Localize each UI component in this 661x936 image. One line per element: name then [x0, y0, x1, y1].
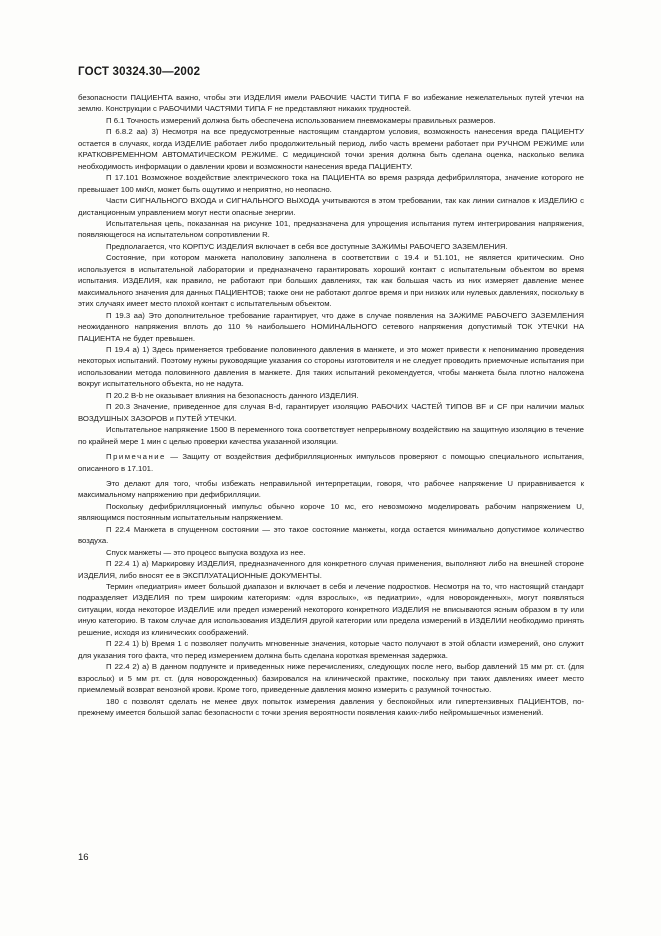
page-number: 16 [78, 852, 89, 863]
paragraph: Поскольку дефибрилляционный импульс обычно короче 10 мс, его невозможно моделировать рабочим напряжением U, являющимся постоянным испытательным напряжением. [78, 501, 584, 523]
paragraph: Части СИГНАЛЬНОГО ВХОДА и СИГНАЛЬНОГО ВЫХОДА учитываются в этом требовании, так как линии сигналов к ИЗДЕЛИЮ с дистанционным управлением могут нести опасные энергии. [78, 196, 584, 217]
paragraph: П 22.4 Манжета в спущенном состоянии — это такое состояние манжеты, когда остается минимально допустимое количество воздуха. [78, 524, 584, 546]
document-header: ГОСТ 30324.30—2002 [78, 66, 201, 78]
paragraph: Испытательная цепь, показанная на рисунке 101, предназначена для упрощения испытания путем интегрирования напряжения, появляющегося на испытательном сопротивлении R. [78, 218, 584, 240]
paragraph: П 22.4 1) а) Маркировку ИЗДЕЛИЯ, предназначенного для конкретного случая применения, выполняют либо на внешней стороне ИЗДЕЛИЯ, либо вносят ее в ЭКСПЛУАТАЦИОННЫЕ ДОКУМЕНТЫ. [78, 559, 584, 580]
paragraph: П 19.4 а) 1) Здесь применяется требование половинного давления в манжете, и это может привести к непониманию проведения некоторых испытаний. Поэтому нужны руководящие указания со стороны изготовителя и не следует проводить приемочные испытания при использовании метода половинного давления в манжете. Для таких испытаний рекомендуется, чтобы манжета была плотно наложена вокруг испытательного объекта, но не надута. [78, 344, 584, 389]
paragraph: Это делают для того, чтобы избежать неправильной интерпретации, говоря, что рабочее напряжение U приравнивается к максимальному напряжению при дефибрилляции. [78, 478, 584, 500]
paragraph: П 19.3 аа) Это дополнительное требование гарантирует, что даже в случае появления на ЗАЖИМЕ РАБОЧЕГО ЗАЗЕМЛЕНИЯ неожиданного напряжения вплоть до 110 % наибольшего НОМИНАЛЬНОГО сетевого напряжения допустимый ТОК УТЕЧКИ НА ПАЦИЕНТА не будет превышен. [78, 310, 584, 343]
paragraph: Испытательное напряжение 1500 В переменного тока соответствует непрерывному воздействию на защитную изоляцию в течение по крайней мере 1 мин с целью проверки качества указанной изоляции. [78, 425, 584, 446]
paragraph: П 20.2 В-b не оказывает влияния на безопасность данного ИЗДЕЛИЯ. [106, 390, 359, 400]
paragraph: Спуск манжеты — это процесс выпуска воздуха из нее. [106, 547, 306, 557]
paragraph: Термин «педиатрия» имеет большой диапазон и включает в себя и лечение подростков. Несмотря на то, что настоящий стандарт подразделяет ИЗДЕЛИЯ по трем широким категориям: «для взрослых», «в педиатрии», «для новорожденных», могут появляться ситуации, когда некоторое ИЗДЕЛИЕ или предел измерений некоторого конкретного ИЗДЕЛИЯ не вписываются ясным образом в ту или иную категорию. В таком случае для использования ИЗДЕЛИЯ другой категории или предела измерений в ИЗДЕЛИИ необходимо принять решение, исходя из клинических соображений. [78, 582, 584, 637]
paragraph: П 22.4 1) b) Время 1 с позволяет получить мгновенные значения, которые часто получают в этой области измерений, оно служит для указания того факта, что перед измерением должна быть сделана короткая временная задержка. [78, 639, 584, 660]
paragraph: Предполагается, что КОРПУС ИЗДЕЛИЯ включает в себя все доступные ЗАЖИМЫ РАБОЧЕГО ЗАЗЕМЛЕНИЯ. [106, 241, 508, 251]
paragraph: Состояние, при котором манжета наполовину заполнена в соответствии с 19.4 и 51.101, не является критическим. Оно используется в испытательной лаборатории и предназначено гарантировать хороший контакт с испытательным объектом во время испытания. ИЗДЕЛИЯ, как правило, не работают при больших давлениях, так как большая часть из них измеряет давление менее максимального значения для данных ПАЦИЕНТОВ; также они не работают долгое время и при низких или нулевых давлениях, поскольку в этих случаях имеет место плохой контакт с испытательным объектом. [78, 253, 584, 309]
paragraph: П 6.1 Точность измерений должна быть обеспечена использованием пневмокамеры правильных размеров. [106, 115, 496, 125]
note-label: Примечание [106, 452, 166, 462]
note-text: — Защиту от воздействия дефибрилляционных импульсов проверяют с помощью специального испытания, описанного в 17.101. [78, 452, 584, 473]
paragraph: П 20.3 Значение, приведенное для случая В-d, гарантирует изоляцию РАБОЧИХ ЧАСТЕЙ ТИПОВ BF и CF при наличии малых ВОЗДУШНЫХ ЗАЗОРОВ и ПУТЕЙ УТЕЧКИ. [78, 402, 584, 423]
note-paragraph [78, 451, 584, 474]
paragraph: П 22.4 2) а) В данном подпункте и приведенных ниже перечислениях, следующих после него, выбор давлений 15 мм рт. ст. (для взрослых) и 5 мм рт. ст. (для новорожденных) базировался на клинической практике, поскольку при таких давлениях имеет место приемлемый возврат венозной крови. Кроме того, приведенные давления можно измерить с разумной точностью. [78, 662, 584, 695]
paragraph: П 6.8.2 аа) 3) Несмотря на все предусмотренные настоящим стандартом условия, возможность нанесения вреда ПАЦИЕНТУ остается в случаях, когда ИЗДЕЛИЕ работает либо продолжительный период, либо часть времени работает при РУЧНОМ РЕЖИМЕ или КРАТКОВРЕМЕННОМ АВТОМАТИЧЕСКОМ РЕЖИМЕ. С медицинской точки зрения должна быть сделана оценка, насколько велика необходимость информации о давлении крови и возможности нанесения вреда ПАЦИЕНТУ. [78, 127, 584, 171]
paragraph: 180 с позволят сделать не менее двух попыток измерения давления у беспокойных или гипертензивных ПАЦИЕНТОВ, по-прежнему имеется большой запас безопасности с точки зрения вероятности появления каких-либо нейромышечных изменений. [78, 696, 584, 718]
paragraph: безопасности ПАЦИЕНТА важно, чтобы эти ИЗДЕЛИЯ имели РАБОЧИЕ ЧАСТИ ТИПА F во избежание нежелательных путей утечки на землю. Конструкции с РАБОЧИМИ ЧАСТЯМИ ТИПА F не представляют никаких трудностей. [78, 93, 584, 114]
document-body [78, 92, 584, 718]
paragraph: П 17.101 Возможное воздействие электрического тока на ПАЦИЕНТА во время разряда дефибриллятора, значение которого не превышает 100 мкКл, может быть ощутимо и неприятно, но неопасно. [78, 173, 584, 194]
